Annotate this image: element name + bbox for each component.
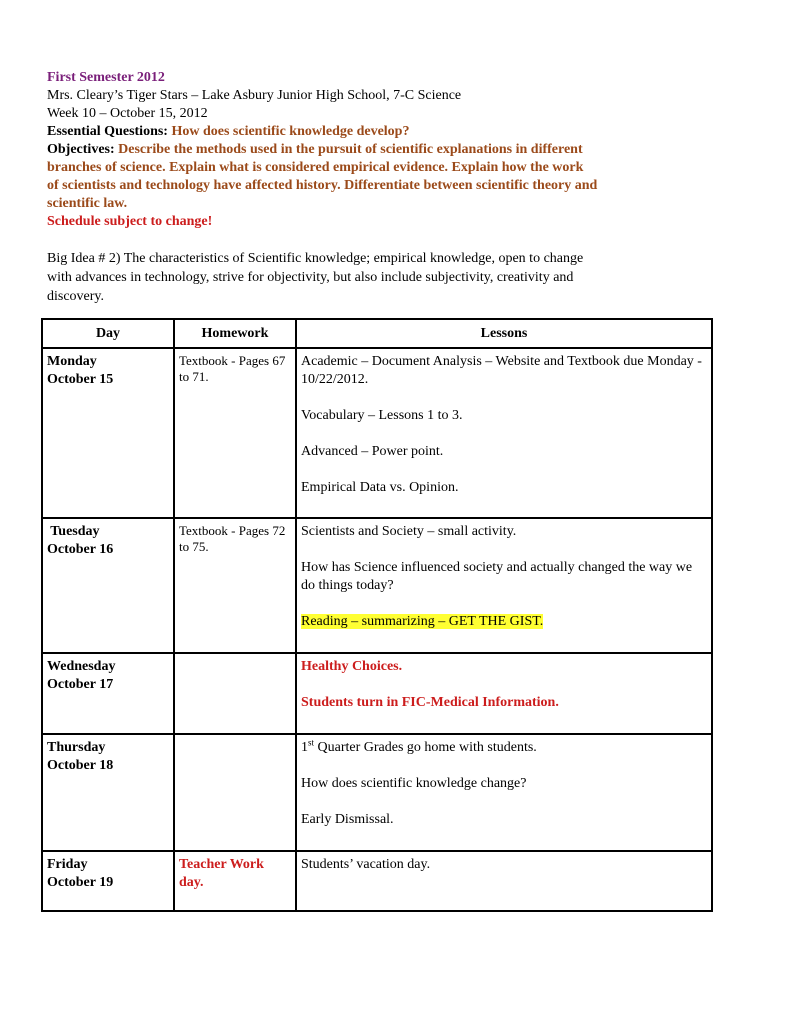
teacher-line: Mrs. Cleary’s Tiger Stars – Lake Asbury Junior High School, 7-C Science [47,88,462,103]
lessons-cell [296,851,712,911]
eq-text: How does scientific knowledge develop? [171,124,410,139]
table-row [42,518,712,653]
lessons-cell [296,348,712,518]
lesson-item: Empirical Data vs. Opinion. [301,480,459,495]
big-idea-line-2: with advances in technology, strive for objectivity, but also include subjectivity, creativity and [47,270,574,285]
header-lessons: Lessons [296,319,712,348]
lesson-item [301,739,707,757]
day-date: October 15 [47,372,114,387]
header-homework: Homework [174,319,296,348]
eq-label: Essential Questions: [47,124,168,139]
homework-cell [174,653,296,734]
lessons-cell [296,734,712,851]
obj-text-2: branches of science. Explain what is considered empirical evidence. Explain how the work [47,160,584,175]
day-cell [42,734,174,851]
day-name: Friday [47,857,88,872]
lesson-text: Quarter Grades go home with students. [314,740,537,755]
document-header [47,69,727,306]
lesson-item: How has Science influenced society and actually changed the way we do things today? [301,560,693,593]
day-date: October 16 [47,542,114,557]
obj-text-3: of scientists and technology have affected history. Differentiate between scientific theory and [47,178,598,193]
day-cell [42,851,174,911]
table-row [42,653,712,734]
homework-cell: Teacher Work day. [174,851,296,911]
schedule-table [41,318,713,912]
header-day: Day [42,319,174,348]
table-row [42,734,712,851]
lesson-item: Early Dismissal. [301,812,394,827]
homework-cell: Textbook - Pages 67 to 71. [174,348,296,518]
day-date: October 18 [47,758,114,773]
semester-title: First Semester 2012 [47,70,165,85]
lesson-item: How does scientific knowledge change? [301,776,527,791]
ordinal-suffix: st [308,737,315,748]
table-row [42,851,712,911]
quarter-number: 1 [301,740,308,755]
lesson-item: Healthy Choices. [301,659,403,674]
big-idea-line-1: Big Idea # 2) The characteristics of Scientific knowledge; empirical knowledge, open to change [47,251,584,266]
day-name: Tuesday [47,524,100,539]
lesson-item: Vocabulary – Lessons 1 to 3. [301,408,463,423]
lesson-item: Academic – Document Analysis – Website and Textbook due Monday - 10/22/2012. [301,354,702,387]
lesson-item: Students turn in FIC-Medical Information. [301,695,559,710]
homework-cell: Textbook - Pages 72 to 75. [174,518,296,653]
table-header-row [42,319,712,348]
day-cell [42,653,174,734]
day-date: October 17 [47,677,114,692]
lesson-item: Advanced – Power point. [301,444,444,459]
table-row [42,348,712,518]
day-cell [42,518,174,653]
day-name: Wednesday [47,659,116,674]
objectives [47,141,727,159]
highlighted-lesson: Reading – summarizing – GET THE GIST. [301,614,544,629]
homework-cell [174,734,296,851]
lesson-item [301,613,707,631]
day-cell [42,348,174,518]
lesson-item: Scientists and Society – small activity. [301,524,517,539]
lesson-item: Students’ vacation day. [301,857,431,872]
schedule-note: Schedule subject to change! [47,214,213,229]
obj-text-1: Describe the methods used in the pursuit of scientific explanations in different [118,142,583,157]
week-line: Week 10 – October 15, 2012 [47,106,208,121]
essential-questions [47,123,727,141]
lessons-cell [296,653,712,734]
day-name: Monday [47,354,97,369]
obj-label: Objectives: [47,142,115,157]
day-name: Thursday [47,740,106,755]
day-date: October 19 [47,875,114,890]
lessons-cell [296,518,712,653]
big-idea-line-3: discovery. [47,289,105,304]
obj-text-4: scientific law. [47,196,128,211]
